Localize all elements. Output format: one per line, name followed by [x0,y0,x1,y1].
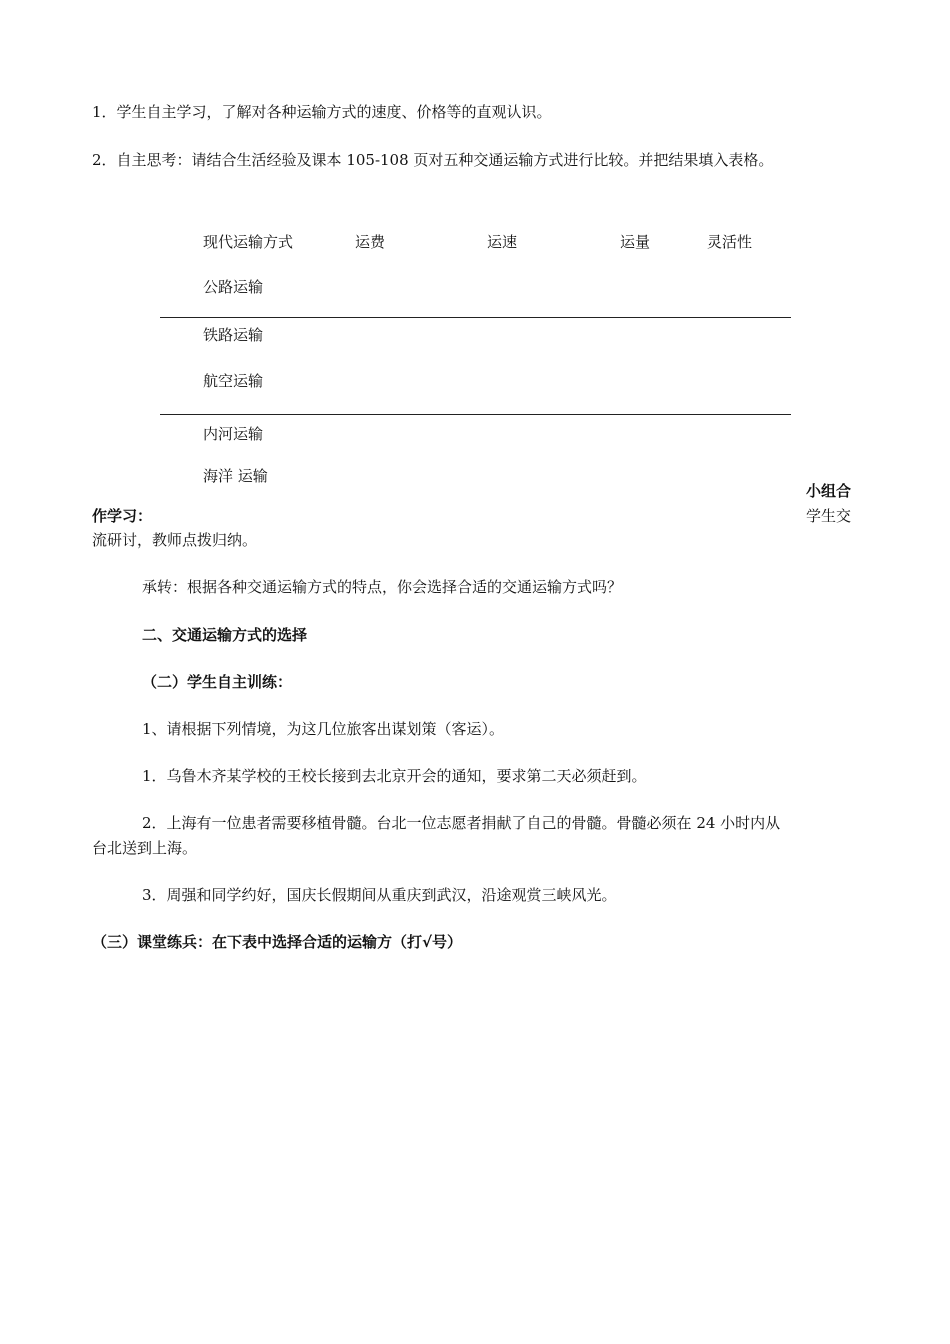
group-study-text: 流研讨，教师点拨归纳。 [92,531,258,549]
section2-item-1: 1．乌鲁木齐某学校的王校长接到去北京开会的通知，要求第二天必须赶到。 [142,767,647,785]
table-header-volume: 运量 [620,233,651,251]
group-study-label: 作学习： [92,507,153,525]
section3-title: （三）课堂练兵：在下表中选择合适的运输方（打√号） [92,933,463,951]
section2-subtitle: （二）学生自主训练： [142,673,293,691]
section2-item-3: 3．周强和同学约好，国庆长假期间从重庆到武汉，沿途观赏三峡风光。 [142,886,617,904]
table-row-rail: 铁路运输 [203,326,264,344]
section2-task: 1、请根据下列情境，为这几位旅客出谋划策（客运）。 [142,720,505,738]
table-divider-2 [160,414,791,415]
table-header-cost: 运费 [355,233,386,251]
intro-line-2: 2．自主思考：请结合生活经验及课本 105-108 页对五种交通运输方式进行比较。并把结果填入表格。 [92,151,774,169]
table-header-flexibility: 灵活性 [707,233,753,251]
table-row-ocean: 海洋 运输 [203,467,268,485]
table-row-road: 公路运输 [203,278,264,296]
group-study-side-label-2: 学生交 [806,507,852,525]
table-header-mode: 现代运输方式 [203,233,294,251]
section2-title: 二、交通运输方式的选择 [142,626,308,644]
intro-line-1: 1．学生自主学习，了解对各种运输方式的速度、价格等的直观认识。 [92,103,552,121]
table-row-air: 航空运输 [203,372,264,390]
transition-text: 承转：根据各种交通运输方式的特点，你会选择合适的交通运输方式吗？ [142,578,623,596]
group-study-side-label-1: 小组合 [806,482,852,500]
table-divider-1 [160,317,791,318]
table-row-river: 内河运输 [203,425,264,443]
table-header-speed: 运速 [487,233,518,251]
section2-item-2: 2．上海有一位患者需要移植骨髓。台北一位志愿者捐献了自己的骨髓。骨髓必须在 24 小时内从 [142,814,781,832]
section2-item-2-cont: 台北送到上海。 [92,839,198,857]
